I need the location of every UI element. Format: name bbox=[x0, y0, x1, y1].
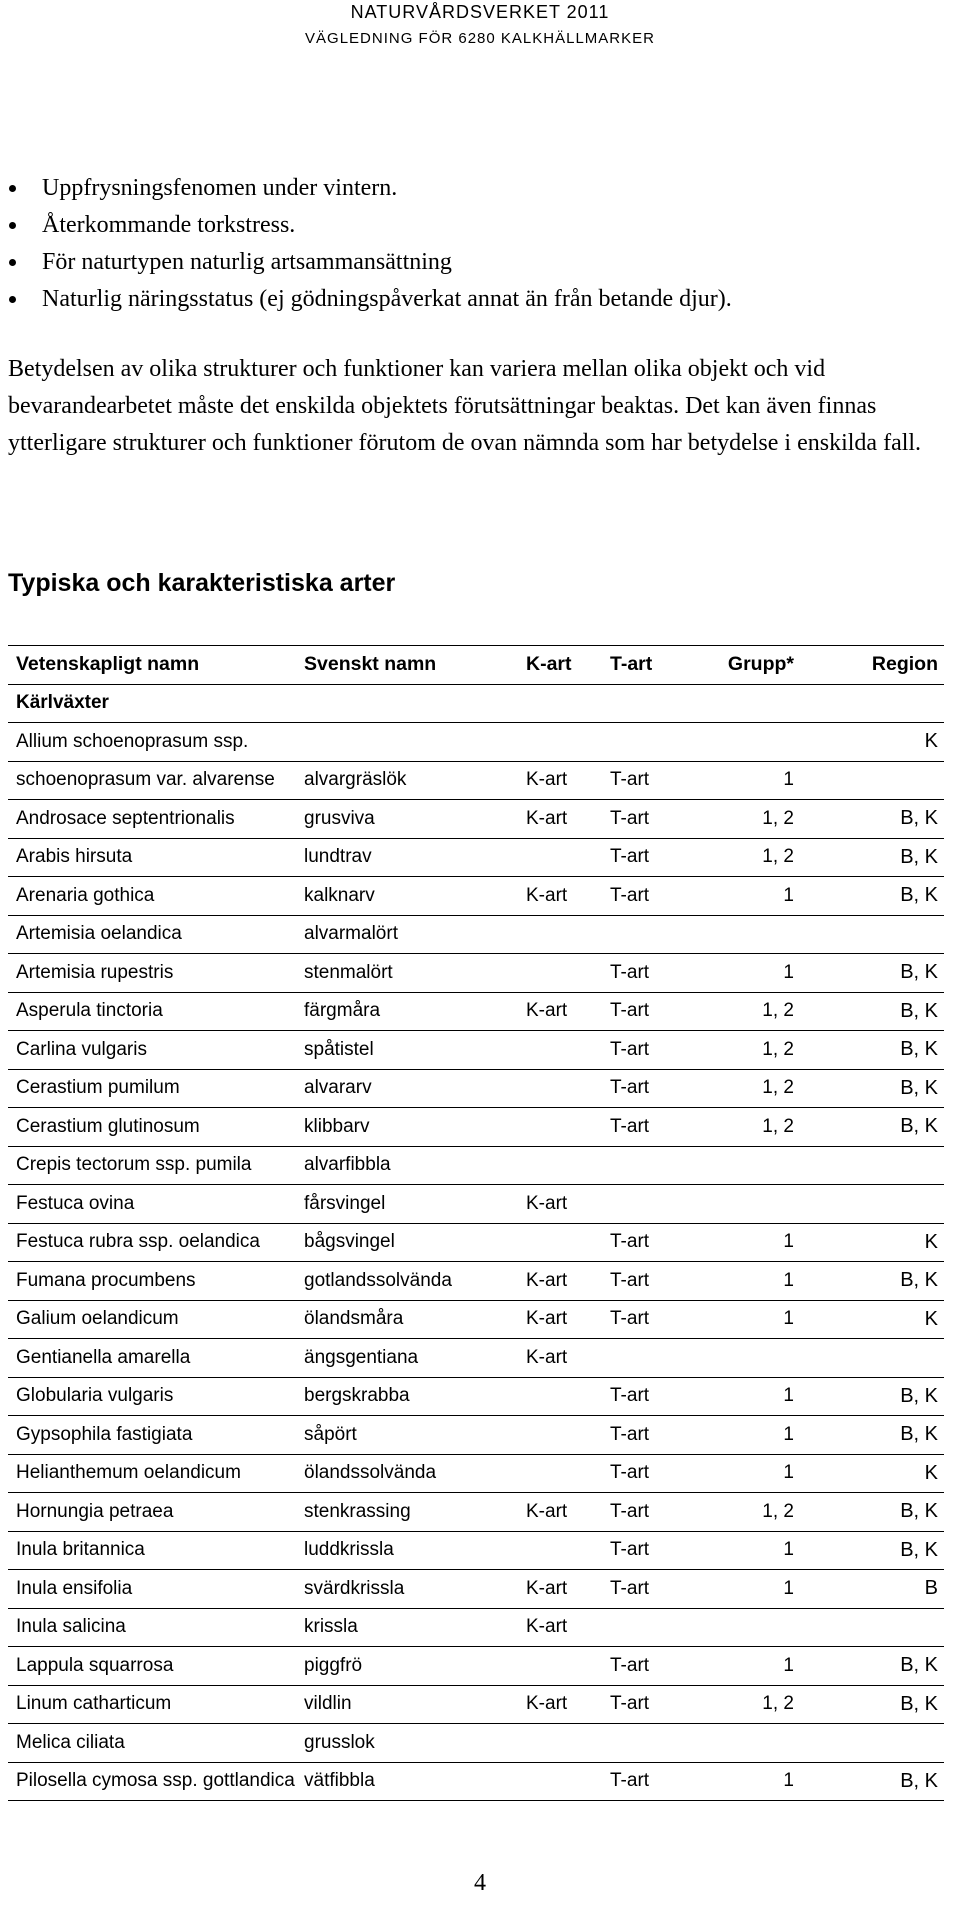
swedish-name-cell: ölandssolvända bbox=[296, 1454, 518, 1493]
region-cell: B, K bbox=[806, 838, 944, 877]
scientific-name-cell: Androsace septentrionalis bbox=[8, 800, 296, 839]
t-art-cell bbox=[602, 1608, 690, 1647]
scientific-name-cell: Allium schoenoprasum ssp. bbox=[8, 723, 296, 762]
swedish-name-cell: svärdkrissla bbox=[296, 1570, 518, 1609]
bullet-text: Återkommande torkstress. bbox=[42, 212, 296, 238]
swedish-name-cell: färgmåra bbox=[296, 992, 518, 1031]
bullet-dot-icon bbox=[9, 222, 16, 229]
scientific-name-cell: Arabis hirsuta bbox=[8, 838, 296, 877]
region-cell: B, K bbox=[806, 1762, 944, 1801]
swedish-name-cell: vätfibbla bbox=[296, 1762, 518, 1801]
group-cell: 1 bbox=[690, 954, 806, 993]
swedish-name-cell: grusslok bbox=[296, 1724, 518, 1763]
swedish-name-cell: alvararv bbox=[296, 1069, 518, 1108]
bullet-item bbox=[0, 170, 930, 207]
scientific-name-cell: Cerastium pumilum bbox=[8, 1069, 296, 1108]
region-cell bbox=[806, 1339, 944, 1378]
table-row bbox=[8, 1031, 944, 1070]
k-art-cell bbox=[518, 1416, 602, 1455]
table-row bbox=[8, 1069, 944, 1108]
k-art-cell bbox=[518, 1377, 602, 1416]
group-cell bbox=[690, 915, 806, 954]
group-cell: 1, 2 bbox=[690, 1685, 806, 1724]
region-cell: B, K bbox=[806, 954, 944, 993]
scientific-name-cell: Cerastium glutinosum bbox=[8, 1108, 296, 1147]
k-art-cell: K-art bbox=[518, 1570, 602, 1609]
t-art-cell bbox=[602, 723, 690, 762]
scientific-name-cell: Festuca rubra ssp. oelandica bbox=[8, 1223, 296, 1262]
group-cell: 1 bbox=[690, 1262, 806, 1301]
page-number: 4 bbox=[474, 1870, 486, 1896]
region-cell: B, K bbox=[806, 1069, 944, 1108]
region-cell: B bbox=[806, 1570, 944, 1609]
k-art-cell: K-art bbox=[518, 1185, 602, 1224]
k-art-cell: K-art bbox=[518, 761, 602, 800]
header-region: Region bbox=[806, 646, 944, 685]
table-row bbox=[8, 1762, 944, 1801]
region-cell bbox=[806, 1724, 944, 1763]
scientific-name-cell: Arenaria gothica bbox=[8, 877, 296, 916]
t-art-cell: T-art bbox=[602, 954, 690, 993]
k-art-cell bbox=[518, 1454, 602, 1493]
swedish-name-cell: stenkrassing bbox=[296, 1493, 518, 1532]
region-cell: B, K bbox=[806, 877, 944, 916]
group-cell: 1 bbox=[690, 1762, 806, 1801]
scientific-name-cell: Helianthemum oelandicum bbox=[8, 1454, 296, 1493]
group-cell: 1, 2 bbox=[690, 1069, 806, 1108]
table-row bbox=[8, 1454, 944, 1493]
region-cell bbox=[806, 1608, 944, 1647]
table-row bbox=[8, 1570, 944, 1609]
t-art-cell bbox=[602, 915, 690, 954]
swedish-name-cell: alvarmalört bbox=[296, 915, 518, 954]
k-art-cell bbox=[518, 1647, 602, 1686]
region-cell bbox=[806, 915, 944, 954]
body-paragraph: Betydelsen av olika strukturer och funktioner kan variera mellan olika objekt och vid bevarandearbetet måste det enskilda objektets förutsättningar beaktas. Det kan även finnas ytterligare strukturer och funktioner förutom de ovan nämnda som har betydelse i enskilda fall. bbox=[8, 356, 922, 456]
bullet-item bbox=[0, 281, 930, 318]
table-row bbox=[8, 1416, 944, 1455]
swedish-name-cell: såpört bbox=[296, 1416, 518, 1455]
k-art-cell bbox=[518, 1069, 602, 1108]
t-art-cell: T-art bbox=[602, 1647, 690, 1686]
group-cell bbox=[690, 1339, 806, 1378]
swedish-name-cell: spåtistel bbox=[296, 1031, 518, 1070]
table-row bbox=[8, 1146, 944, 1185]
region-cell bbox=[806, 1185, 944, 1224]
region-cell: B, K bbox=[806, 1416, 944, 1455]
k-art-cell: K-art bbox=[518, 1608, 602, 1647]
region-cell: B, K bbox=[806, 1647, 944, 1686]
table-row bbox=[8, 1724, 944, 1763]
bullet-dot-icon bbox=[9, 185, 16, 192]
species-table bbox=[8, 645, 944, 1801]
region-cell bbox=[806, 761, 944, 800]
scientific-name-cell: Artemisia oelandica bbox=[8, 915, 296, 954]
t-art-cell: T-art bbox=[602, 1377, 690, 1416]
table-row bbox=[8, 1647, 944, 1686]
k-art-cell bbox=[518, 1724, 602, 1763]
k-art-cell: K-art bbox=[518, 1685, 602, 1724]
swedish-name-cell: gotlandssolvända bbox=[296, 1262, 518, 1301]
swedish-name-cell: luddkrissla bbox=[296, 1531, 518, 1570]
swedish-name-cell: bågsvingel bbox=[296, 1223, 518, 1262]
bullet-text: För naturtypen naturlig artsammansättning bbox=[42, 249, 452, 275]
region-cell: B, K bbox=[806, 1108, 944, 1147]
table-row bbox=[8, 992, 944, 1031]
region-cell: K bbox=[806, 723, 944, 762]
category-label: Kärlväxter bbox=[8, 684, 944, 723]
k-art-cell bbox=[518, 723, 602, 762]
table-row bbox=[8, 1108, 944, 1147]
table-row bbox=[8, 1493, 944, 1532]
t-art-cell: T-art bbox=[602, 1570, 690, 1609]
table-row bbox=[8, 1185, 944, 1224]
region-cell: B, K bbox=[806, 1377, 944, 1416]
scientific-name-cell: Asperula tinctoria bbox=[8, 992, 296, 1031]
t-art-cell: T-art bbox=[602, 1685, 690, 1724]
k-art-cell bbox=[518, 1531, 602, 1570]
group-cell: 1 bbox=[690, 1570, 806, 1609]
header-k-art: K-art bbox=[518, 646, 602, 685]
scientific-name-cell: Melica ciliata bbox=[8, 1724, 296, 1763]
bullet-dot-icon bbox=[9, 259, 16, 266]
swedish-name-cell: stenmalört bbox=[296, 954, 518, 993]
region-cell: B, K bbox=[806, 1262, 944, 1301]
table-row bbox=[8, 838, 944, 877]
header-swedish-name: Svenskt namn bbox=[296, 646, 518, 685]
scientific-name-cell: schoenoprasum var. alvarense bbox=[8, 761, 296, 800]
scientific-name-cell: Inula britannica bbox=[8, 1531, 296, 1570]
scientific-name-cell: Festuca ovina bbox=[8, 1185, 296, 1224]
region-cell: B, K bbox=[806, 800, 944, 839]
swedish-name-cell: piggfrö bbox=[296, 1647, 518, 1686]
region-cell: K bbox=[806, 1223, 944, 1262]
scientific-name-cell: Pilosella cymosa ssp. gottlandica bbox=[8, 1762, 296, 1801]
region-cell: B, K bbox=[806, 1493, 944, 1532]
swedish-name-cell: alvarfibbla bbox=[296, 1146, 518, 1185]
t-art-cell: T-art bbox=[602, 1531, 690, 1570]
bullet-list bbox=[0, 170, 930, 318]
group-cell: 1, 2 bbox=[690, 800, 806, 839]
region-cell: K bbox=[806, 1300, 944, 1339]
swedish-name-cell: grusviva bbox=[296, 800, 518, 839]
group-cell: 1, 2 bbox=[690, 992, 806, 1031]
region-cell: B, K bbox=[806, 1031, 944, 1070]
t-art-cell: T-art bbox=[602, 1262, 690, 1301]
region-cell: K bbox=[806, 1454, 944, 1493]
swedish-name-cell: bergskrabba bbox=[296, 1377, 518, 1416]
category-row bbox=[8, 684, 944, 723]
header-group: Grupp* bbox=[690, 646, 806, 685]
t-art-cell: T-art bbox=[602, 1108, 690, 1147]
scientific-name-cell: Crepis tectorum ssp. pumila bbox=[8, 1146, 296, 1185]
scientific-name-cell: Inula salicina bbox=[8, 1608, 296, 1647]
bullet-item bbox=[0, 244, 930, 281]
region-cell: B, K bbox=[806, 1531, 944, 1570]
k-art-cell bbox=[518, 1223, 602, 1262]
bullet-item bbox=[0, 207, 930, 244]
group-cell: 1 bbox=[690, 877, 806, 916]
table-row bbox=[8, 761, 944, 800]
table-row bbox=[8, 1300, 944, 1339]
swedish-name-cell: vildlin bbox=[296, 1685, 518, 1724]
scientific-name-cell: Hornungia petraea bbox=[8, 1493, 296, 1532]
t-art-cell: T-art bbox=[602, 877, 690, 916]
t-art-cell: T-art bbox=[602, 1493, 690, 1532]
bullet-text: Uppfrysningsfenomen under vintern. bbox=[42, 175, 398, 201]
table-row bbox=[8, 1685, 944, 1724]
k-art-cell bbox=[518, 954, 602, 993]
running-header-subtitle: VÄGLEDNING FÖR 6280 KALKHÄLLMARKER bbox=[305, 30, 655, 47]
k-art-cell: K-art bbox=[518, 800, 602, 839]
t-art-cell: T-art bbox=[602, 1031, 690, 1070]
k-art-cell bbox=[518, 1762, 602, 1801]
group-cell: 1 bbox=[690, 1647, 806, 1686]
k-art-cell bbox=[518, 1146, 602, 1185]
table-row bbox=[8, 1531, 944, 1570]
table-header-row bbox=[8, 646, 944, 685]
scientific-name-cell: Inula ensifolia bbox=[8, 1570, 296, 1609]
scientific-name-cell: Linum catharticum bbox=[8, 1685, 296, 1724]
swedish-name-cell: ängsgentiana bbox=[296, 1339, 518, 1378]
swedish-name-cell bbox=[296, 723, 518, 762]
scientific-name-cell: Gypsophila fastigiata bbox=[8, 1416, 296, 1455]
table-row bbox=[8, 954, 944, 993]
k-art-cell: K-art bbox=[518, 1339, 602, 1378]
swedish-name-cell: lundtrav bbox=[296, 838, 518, 877]
t-art-cell: T-art bbox=[602, 800, 690, 839]
group-cell bbox=[690, 1185, 806, 1224]
table-row bbox=[8, 800, 944, 839]
header-t-art: T-art bbox=[602, 646, 690, 685]
header-scientific-name: Vetenskapligt namn bbox=[8, 646, 296, 685]
t-art-cell: T-art bbox=[602, 1416, 690, 1455]
k-art-cell bbox=[518, 1108, 602, 1147]
group-cell: 1, 2 bbox=[690, 838, 806, 877]
t-art-cell bbox=[602, 1185, 690, 1224]
section-heading: Typiska och karakteristiska arter bbox=[8, 569, 396, 597]
k-art-cell bbox=[518, 915, 602, 954]
running-header-title: NATURVÅRDSVERKET 2011 bbox=[350, 2, 610, 22]
region-cell bbox=[806, 1146, 944, 1185]
group-cell: 1 bbox=[690, 761, 806, 800]
k-art-cell: K-art bbox=[518, 1493, 602, 1532]
t-art-cell: T-art bbox=[602, 1223, 690, 1262]
group-cell bbox=[690, 1608, 806, 1647]
group-cell: 1 bbox=[690, 1223, 806, 1262]
t-art-cell: T-art bbox=[602, 761, 690, 800]
table-row bbox=[8, 723, 944, 762]
t-art-cell: T-art bbox=[602, 1069, 690, 1108]
t-art-cell bbox=[602, 1339, 690, 1378]
group-cell: 1 bbox=[690, 1454, 806, 1493]
group-cell: 1, 2 bbox=[690, 1493, 806, 1532]
k-art-cell: K-art bbox=[518, 1300, 602, 1339]
swedish-name-cell: fårsvingel bbox=[296, 1185, 518, 1224]
bullet-text: Naturlig näringsstatus (ej gödningspåverkat annat än från betande djur). bbox=[42, 286, 732, 312]
t-art-cell: T-art bbox=[602, 1300, 690, 1339]
scientific-name-cell: Galium oelandicum bbox=[8, 1300, 296, 1339]
group-cell: 1 bbox=[690, 1531, 806, 1570]
table-row bbox=[8, 877, 944, 916]
table-row bbox=[8, 1262, 944, 1301]
t-art-cell bbox=[602, 1724, 690, 1763]
scientific-name-cell: Fumana procumbens bbox=[8, 1262, 296, 1301]
swedish-name-cell: alvargräslök bbox=[296, 761, 518, 800]
t-art-cell: T-art bbox=[602, 992, 690, 1031]
k-art-cell: K-art bbox=[518, 1262, 602, 1301]
group-cell: 1, 2 bbox=[690, 1031, 806, 1070]
table-row bbox=[8, 1223, 944, 1262]
table-row bbox=[8, 1377, 944, 1416]
group-cell: 1, 2 bbox=[690, 1108, 806, 1147]
swedish-name-cell: krissla bbox=[296, 1608, 518, 1647]
group-cell: 1 bbox=[690, 1377, 806, 1416]
t-art-cell bbox=[602, 1146, 690, 1185]
scientific-name-cell: Carlina vulgaris bbox=[8, 1031, 296, 1070]
swedish-name-cell: ölandsmåra bbox=[296, 1300, 518, 1339]
group-cell bbox=[690, 1724, 806, 1763]
swedish-name-cell: klibbarv bbox=[296, 1108, 518, 1147]
k-art-cell: K-art bbox=[518, 992, 602, 1031]
scientific-name-cell: Lappula squarrosa bbox=[8, 1647, 296, 1686]
group-cell bbox=[690, 1146, 806, 1185]
k-art-cell: K-art bbox=[518, 877, 602, 916]
swedish-name-cell: kalknarv bbox=[296, 877, 518, 916]
table-row bbox=[8, 915, 944, 954]
region-cell: B, K bbox=[806, 1685, 944, 1724]
k-art-cell bbox=[518, 1031, 602, 1070]
scientific-name-cell: Artemisia rupestris bbox=[8, 954, 296, 993]
region-cell: B, K bbox=[806, 992, 944, 1031]
group-cell: 1 bbox=[690, 1416, 806, 1455]
t-art-cell: T-art bbox=[602, 1454, 690, 1493]
table-row bbox=[8, 1339, 944, 1378]
bullet-dot-icon bbox=[9, 296, 16, 303]
scientific-name-cell: Gentianella amarella bbox=[8, 1339, 296, 1378]
group-cell: 1 bbox=[690, 1300, 806, 1339]
group-cell bbox=[690, 723, 806, 762]
t-art-cell: T-art bbox=[602, 838, 690, 877]
t-art-cell: T-art bbox=[602, 1762, 690, 1801]
table-row bbox=[8, 1608, 944, 1647]
scientific-name-cell: Globularia vulgaris bbox=[8, 1377, 296, 1416]
k-art-cell bbox=[518, 838, 602, 877]
